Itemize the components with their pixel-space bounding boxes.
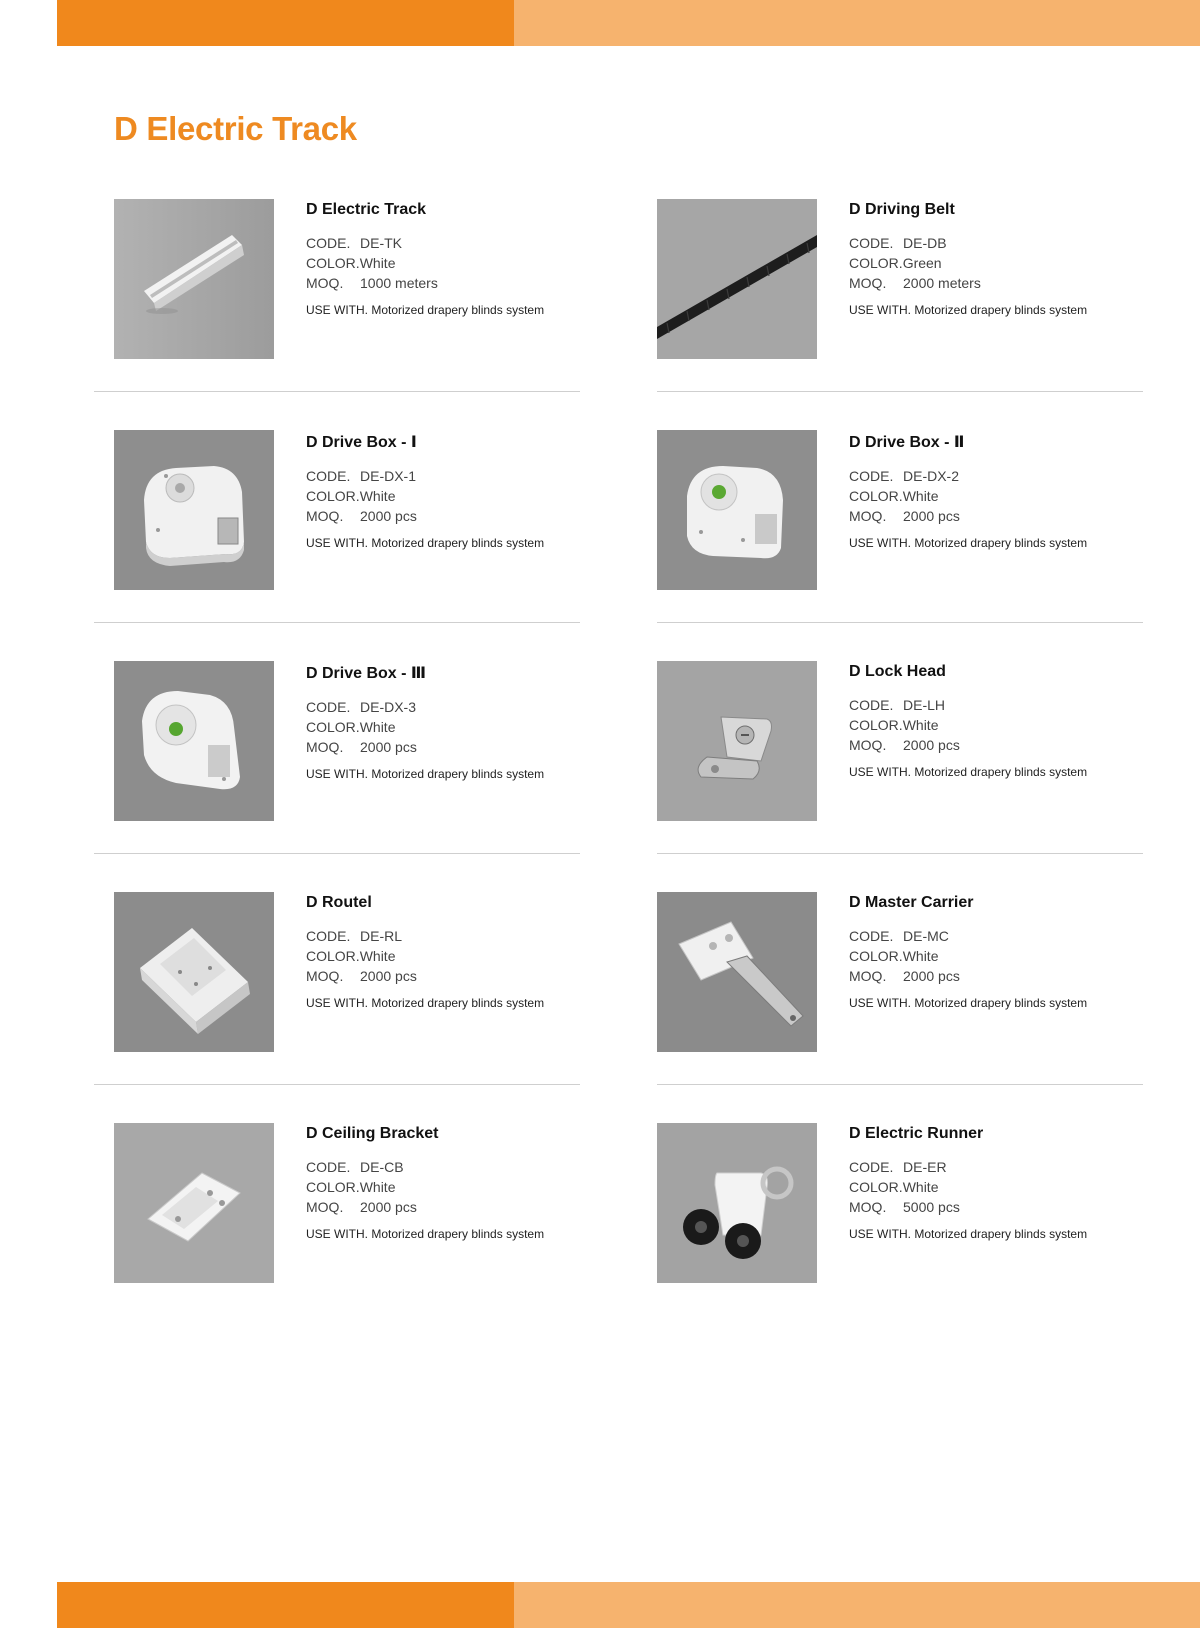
row-divider (94, 391, 580, 392)
product-name: D Routel (306, 894, 372, 911)
product-photo-drive-box-3 (114, 661, 274, 821)
row-divider (657, 622, 1143, 623)
product-color-line: COLOR.White (849, 488, 939, 504)
product-color-line: COLOR.White (849, 717, 939, 733)
row-divider (657, 1084, 1143, 1085)
product-color-line: COLOR.White (306, 1179, 396, 1195)
product-color-line: COLOR.White (306, 948, 396, 964)
product-name: D Drive Box - Ⅰ (306, 434, 417, 451)
product-photo-ceiling-bracket (114, 1123, 274, 1283)
product-name: D Electric Runner (849, 1125, 984, 1142)
product-code-line: CODE. DE-DX-2 (849, 468, 960, 484)
product-moq-line: MOQ. 1000 meters (306, 275, 438, 291)
row-divider (657, 391, 1143, 392)
product-moq-line: MOQ. 2000 pcs (306, 508, 417, 524)
product-photo-lock-head (657, 661, 817, 821)
product-name: D Driving Belt (849, 201, 955, 218)
product-name: D Lock Head (849, 663, 946, 680)
product-color-line: COLOR.White (849, 1179, 939, 1195)
product-name: D Electric Track (306, 201, 427, 218)
product-photo-electric-track (114, 199, 274, 359)
top-band-light-segment (514, 0, 1200, 46)
product-moq-line: MOQ. 2000 pcs (306, 1199, 417, 1215)
product-color-line: COLOR.White (849, 948, 939, 964)
product-moq-line: MOQ. 2000 pcs (306, 968, 417, 984)
product-name: D Ceiling Bracket (306, 1125, 439, 1142)
product-color-line: COLOR.White (306, 255, 396, 271)
product-card-drive-box-1 (114, 430, 614, 600)
product-photo-drive-box-1 (114, 430, 274, 590)
product-card-lock-head (657, 661, 1157, 831)
product-moq-line: MOQ. 2000 pcs (849, 508, 960, 524)
product-card-driving-belt (657, 199, 1157, 369)
product-card-routel (114, 892, 614, 1062)
product-name: D Drive Box - Ⅲ (306, 665, 427, 682)
product-card-drive-box-2 (657, 430, 1157, 600)
product-code-line: CODE. DE-DB (849, 235, 947, 251)
product-moq-line: MOQ. 2000 pcs (306, 739, 417, 755)
product-code-line: CODE. DE-ER (849, 1159, 947, 1175)
product-use-with: USE WITH. Motorized drapery blinds system (306, 767, 545, 781)
product-moq-line: MOQ. 2000 pcs (849, 968, 960, 984)
bottom-color-band (57, 1582, 1200, 1628)
product-name: D Drive Box - Ⅱ (849, 434, 965, 451)
row-divider (94, 1084, 580, 1085)
product-moq-line: MOQ. 5000 pcs (849, 1199, 960, 1215)
product-use-with: USE WITH. Motorized drapery blinds system (306, 996, 545, 1010)
product-use-with: USE WITH. Motorized drapery blinds system (849, 1227, 1088, 1241)
bottom-band-dark-segment (57, 1582, 514, 1628)
product-code-line: CODE. DE-TK (306, 235, 402, 251)
product-use-with: USE WITH. Motorized drapery blinds system (849, 765, 1088, 779)
product-photo-driving-belt (657, 199, 817, 359)
product-use-with: USE WITH. Motorized drapery blinds system (849, 303, 1088, 317)
product-moq-line: MOQ. 2000 meters (849, 275, 981, 291)
product-code-line: CODE. DE-RL (306, 928, 403, 944)
top-band-dark-segment (57, 0, 514, 46)
product-card-master-carrier (657, 892, 1157, 1062)
product-card-ceiling-bracket (114, 1123, 614, 1293)
product-use-with: USE WITH. Motorized drapery blinds system (306, 536, 545, 550)
product-moq-line: MOQ. 2000 pcs (849, 737, 960, 753)
product-code-line: CODE. DE-MC (849, 928, 949, 944)
product-color-line: COLOR.White (306, 719, 396, 735)
product-photo-master-carrier (657, 892, 817, 1052)
product-use-with: USE WITH. Motorized drapery blinds system (306, 1227, 545, 1241)
page-title: D Electric Track (114, 110, 357, 147)
product-photo-electric-runner (657, 1123, 817, 1283)
product-card-electric-runner (657, 1123, 1157, 1293)
product-code-line: CODE. DE-CB (306, 1159, 404, 1175)
product-photo-routel (114, 892, 274, 1052)
bottom-band-light-segment (514, 1582, 1200, 1628)
row-divider (94, 622, 580, 623)
row-divider (94, 853, 580, 854)
product-name: D Master Carrier (849, 894, 974, 911)
product-card-drive-box-3 (114, 661, 614, 831)
row-divider (657, 853, 1143, 854)
product-use-with: USE WITH. Motorized drapery blinds system (306, 303, 545, 317)
product-code-line: CODE. DE-LH (849, 697, 946, 713)
product-code-line: CODE. DE-DX-1 (306, 468, 417, 484)
product-use-with: USE WITH. Motorized drapery blinds system (849, 996, 1088, 1010)
product-color-line: COLOR.Green (849, 255, 942, 271)
product-photo-drive-box-2 (657, 430, 817, 590)
product-card-electric-track (114, 199, 614, 369)
product-use-with: USE WITH. Motorized drapery blinds system (849, 536, 1088, 550)
top-color-band (57, 0, 1200, 46)
product-code-line: CODE. DE-DX-3 (306, 699, 417, 715)
product-color-line: COLOR.White (306, 488, 396, 504)
